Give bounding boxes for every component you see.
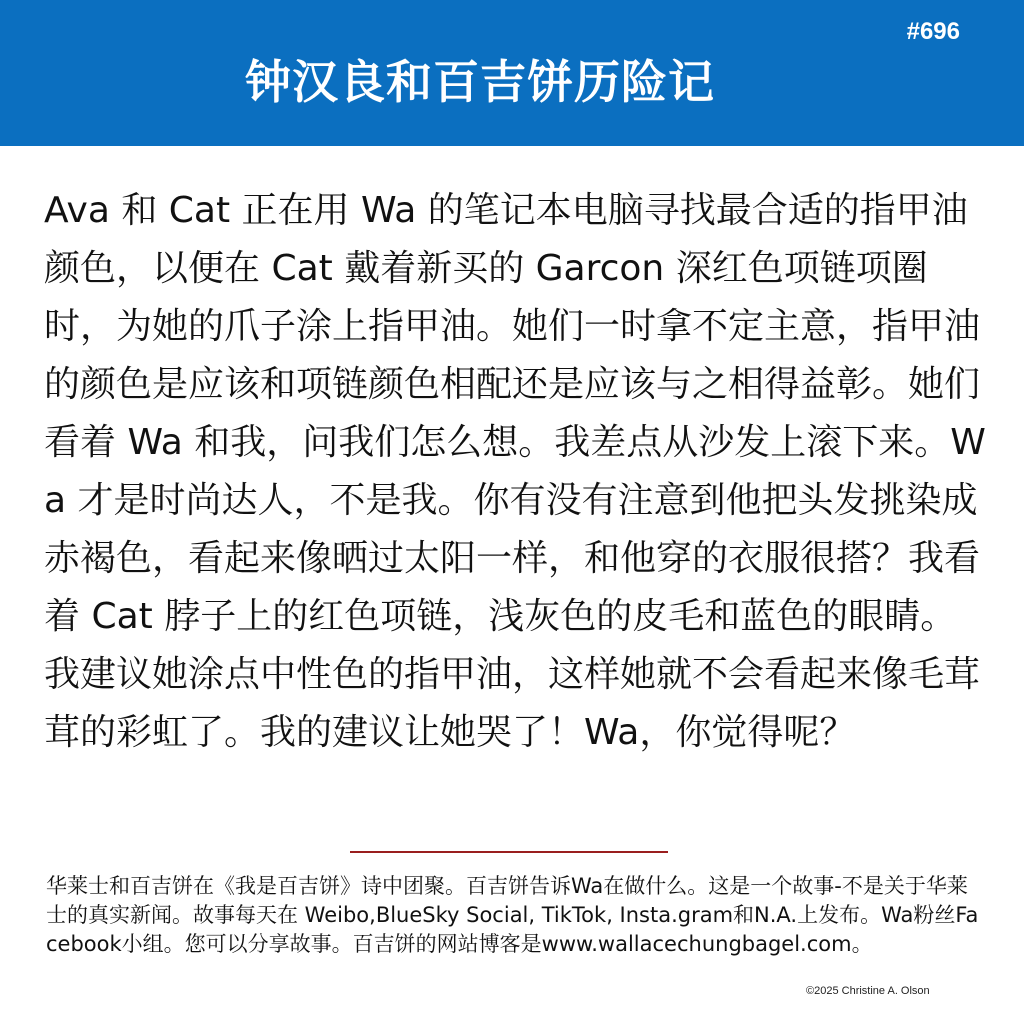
story-text: Ava 和 Cat 正在用 Wa 的笔记本电脑寻找最合适的指甲油颜色，以便在 Cat 戴着新买的 Garcon 深红色项链项圈时，为她的爪子涂上指甲油。她们一时拿不定主意，指甲油的颜色是应该和项链颜色相配还是应该与之相得益彰。她们看着 Wa 和我，问我们怎么想。我差点从沙发上滚下来。Wa 才是时尚达人，不是我。你有没有注意到他把头发挑染成赤褐色，看起来像晒过太阳一样，和他穿的衣服很搭？我看着 Cat 脖子上的红色项链，浅灰色的皮毛和蓝色的眼睛。我建议她涂点中性色的指甲油，这样她就不会看起来像毛茸茸的彩虹了。我的建议让她哭了！Wa，你觉得呢？ [44,190,986,753]
title-banner [0,0,1024,146]
episode-number: #696 [906,18,960,45]
page-title: 钟汉良和百吉饼历险记 [245,55,715,109]
footer-note: 华莱士和百吉饼在《我是百吉饼》诗中团聚。百吉饼告诉Wa在做什么。这是一个故事-不是关于华莱士的真实新闻。故事每天在 Weibo,BlueSky Social, TikTok, Insta.gram和N.A.上发布。Wa粉丝Facebook小组。您可以分享故事。百吉饼的网站博客是www.wallacechungbagel.com。 [46,874,979,956]
copyright-notice: ©2025 Christine A. Olson [806,985,930,997]
divider-line [350,851,668,853]
